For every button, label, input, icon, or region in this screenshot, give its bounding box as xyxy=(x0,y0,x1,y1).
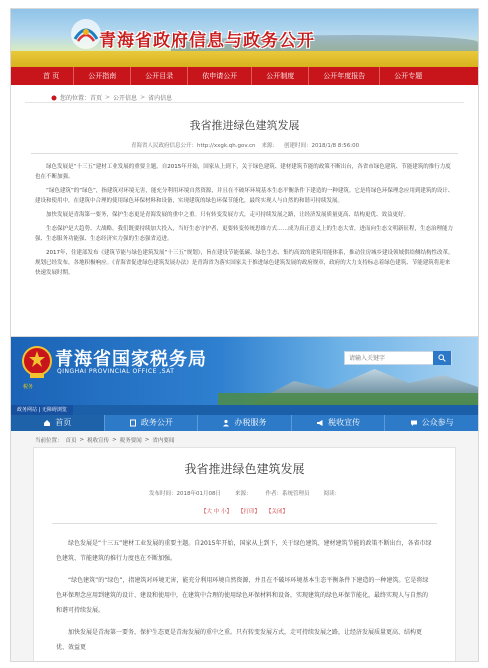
home-icon xyxy=(43,419,51,427)
article-paragraph: 2017年，住建部发布《建筑节能与绿色建筑发展“十三五”规划》，旨在建设节能低碳、绿色生态、集约高效的建筑用能体系，推动住房城乡建设领域供给侧结构性改革。规划已经发布，各地积极响应。《青海省促进绿色建筑发展办法》是青海省为落实国家关于推进绿色建筑发展的政府规章，政府的大力支持标志着绿色建筑、节能建筑将迎来快速发展时期。 xyxy=(35,250,454,276)
national-emblem-icon xyxy=(21,345,53,381)
chat-icon xyxy=(410,419,418,427)
nav-item-label: 首页 xyxy=(55,418,72,427)
site-banner xyxy=(11,337,478,405)
nav-item-tax-service[interactable] xyxy=(198,415,292,431)
nav-item-catalog[interactable]: 公开目录 xyxy=(130,67,187,85)
article-source-label: 来源： xyxy=(261,143,278,149)
nav-item-home[interactable] xyxy=(11,415,105,431)
nav-item-guide[interactable]: 公开指南 xyxy=(73,67,130,85)
banner-meadow xyxy=(218,393,478,405)
article-paragraph: “绿色建筑”的“绿色”，指建筑对环境无害，能充分利用环境自然资源，并且在不破坏环境基本生态平衡条件下建造的一种建筑。它是将绿色环保理念应用到建筑的设计、建设和使用中，在建筑中合理的使用绿色环保材料和设备，实现建筑的绿色环保节能化，最终实现人与自然的和谐可持续发展。 xyxy=(56,577,429,614)
article-paragraph: 加快发展是青海第一要务，保护生态更是青海发展的重中之重。只有转变发展方式，走可持续发展之路，让经济发展质量更高、结构更优、效益更 xyxy=(56,629,423,651)
nav-item-label: 办税服务 xyxy=(234,418,267,427)
site-title: 青海省政府信息与政务公开 xyxy=(99,31,315,51)
nav-item-tax-publicity[interactable] xyxy=(292,415,386,431)
breadcrumb-public-info[interactable]: 公开信息 xyxy=(113,95,138,102)
breadcrumb-tax-publicity[interactable]: 税收宣传 xyxy=(87,438,110,444)
breadcrumb-separator: > xyxy=(140,94,146,101)
article-tools xyxy=(34,507,455,515)
article-title: 我省推进绿色建筑发展 xyxy=(189,119,300,132)
print-button[interactable]: 【打印】 xyxy=(237,509,260,515)
breadcrumb-provincial-news[interactable]: 省内要闻 xyxy=(152,438,175,444)
breadcrumb xyxy=(11,431,478,445)
site-logo-icon xyxy=(69,17,103,51)
article-meta xyxy=(31,141,458,154)
nav-item-request[interactable]: 依申请公开 xyxy=(187,67,251,85)
nav-item-gov-affairs[interactable] xyxy=(105,415,199,431)
nav-item-label: 公众参与 xyxy=(421,418,454,427)
divider xyxy=(52,523,437,524)
qinghai-gov-info-page xyxy=(10,8,479,338)
article-title: 我省推进绿色建筑发展 xyxy=(184,462,305,476)
breadcrumb-tax-news[interactable]: 税务要闻 xyxy=(119,438,142,444)
article-author: 作者：系统管理员 xyxy=(265,491,310,497)
nav-item-public-participation[interactable] xyxy=(385,415,478,431)
breadcrumb-separator: > xyxy=(105,94,111,101)
article-paragraph: “绿色建筑”的“绿色”，指建筑对环境无害，能充分利用环境自然资源，并且在不破坏环境基本生态平衡条件下建造的一种建筑。它是将绿色环保理念应用到建筑的设计、建设和使用中，在建筑中合理的使用绿色环保材料和设备，实现建筑的绿色环保节能化，最终实现人与自然的和谐可持续发展。 xyxy=(35,188,454,204)
breadcrumb-home[interactable]: 首页 xyxy=(65,438,77,444)
breadcrumb-separator: > xyxy=(112,437,117,443)
accessibility-link[interactable]: 政务网站 | 无障碍浏览 xyxy=(11,405,73,415)
article-body xyxy=(35,162,454,278)
nav-item-topics[interactable]: 公开专题 xyxy=(379,67,436,85)
nav-item-label: 政务公开 xyxy=(140,418,173,427)
article-views: 阅读： xyxy=(323,491,341,497)
breadcrumb-separator: > xyxy=(144,437,150,443)
qinghai-tax-bureau-page xyxy=(10,336,479,662)
ribbon-bar xyxy=(11,405,478,415)
article-source-site: 青海省人民政府信息公开：http://xxgk.qh.gov.cn xyxy=(131,143,256,149)
article-source: 来源： xyxy=(234,491,252,497)
nav-item-annual-report[interactable]: 公开年度报告 xyxy=(308,67,379,85)
article-paragraph: 绿色发展是“十三五”建材工业发展的重要主题。自2015年开始，国家从上到下，关于绿色建筑、建材建筑节能的政策不断出台，各省市绿色建筑、节能建筑的推行力度也在不断加强。 xyxy=(35,164,451,180)
site-banner xyxy=(11,9,478,67)
person-icon xyxy=(222,419,230,427)
site-name: 青海省国家税务局 xyxy=(55,349,207,370)
banner-rapeseed-field xyxy=(11,51,478,67)
article-paragraph: 加快发展是青海第一要务，保护生态更是青海发展的重中之重。只有转变发展方式，走可持续发展之路，让经济发展质量更高、结构更优、效益更好。 xyxy=(46,212,410,218)
search-input[interactable] xyxy=(345,352,433,364)
document-icon xyxy=(129,419,137,427)
article-meta xyxy=(34,489,455,497)
article-publish-date: 发布时间：2018年01月08日 xyxy=(148,491,221,497)
nav-item-home[interactable]: 首 页 xyxy=(43,72,60,80)
article-card xyxy=(33,447,456,662)
breadcrumb-home[interactable]: 您的位置：首页 xyxy=(60,95,103,102)
nav-item-label: 税收宣传 xyxy=(328,418,361,427)
search-button[interactable] xyxy=(433,351,451,365)
font-size-control[interactable]: 【大 中 小】 xyxy=(200,509,232,515)
main-nav xyxy=(11,67,478,85)
nav-item-system[interactable]: 公开制度 xyxy=(251,67,308,85)
breadcrumb-separator: > xyxy=(79,437,85,443)
breadcrumb-label: 当前位置： xyxy=(35,438,63,444)
main-nav xyxy=(11,415,478,431)
article-created-date: 创建时间：2018/1/8 8:56:00 xyxy=(283,143,360,149)
article-paragraph: 生态保护是大趋势、大战略。我们既要持续加大投入，当好生态守护者，更要转变传统思维方式……成为真正意义上的生态大省，进而向生态文明新征程，生态治理能力强、生态服务功能强、生态经济实力强的生态强省迈进。 xyxy=(35,226,454,242)
article-body xyxy=(56,536,433,655)
search-box xyxy=(344,351,452,365)
megaphone-icon xyxy=(316,419,324,427)
close-button[interactable]: 【关闭】 xyxy=(266,509,289,515)
article-paragraph: 绿色发展是“十三五”建材工业发展的重要主题。自2015年开始，国家从上到下，关于绿色建筑、建材建筑节能的政策不断出台，各省市绿色建筑、节能建筑的推行力度也在不断加强。 xyxy=(56,540,432,562)
breadcrumb-provincial-info[interactable]: 省内信息 xyxy=(148,95,173,102)
search-icon xyxy=(438,354,446,362)
breadcrumb xyxy=(25,85,464,103)
site-motto: 税务 xyxy=(23,384,34,390)
location-icon xyxy=(51,95,57,101)
site-name-english: QINGHAI PROVINCIAL OFFICE ,SAT xyxy=(57,368,175,375)
